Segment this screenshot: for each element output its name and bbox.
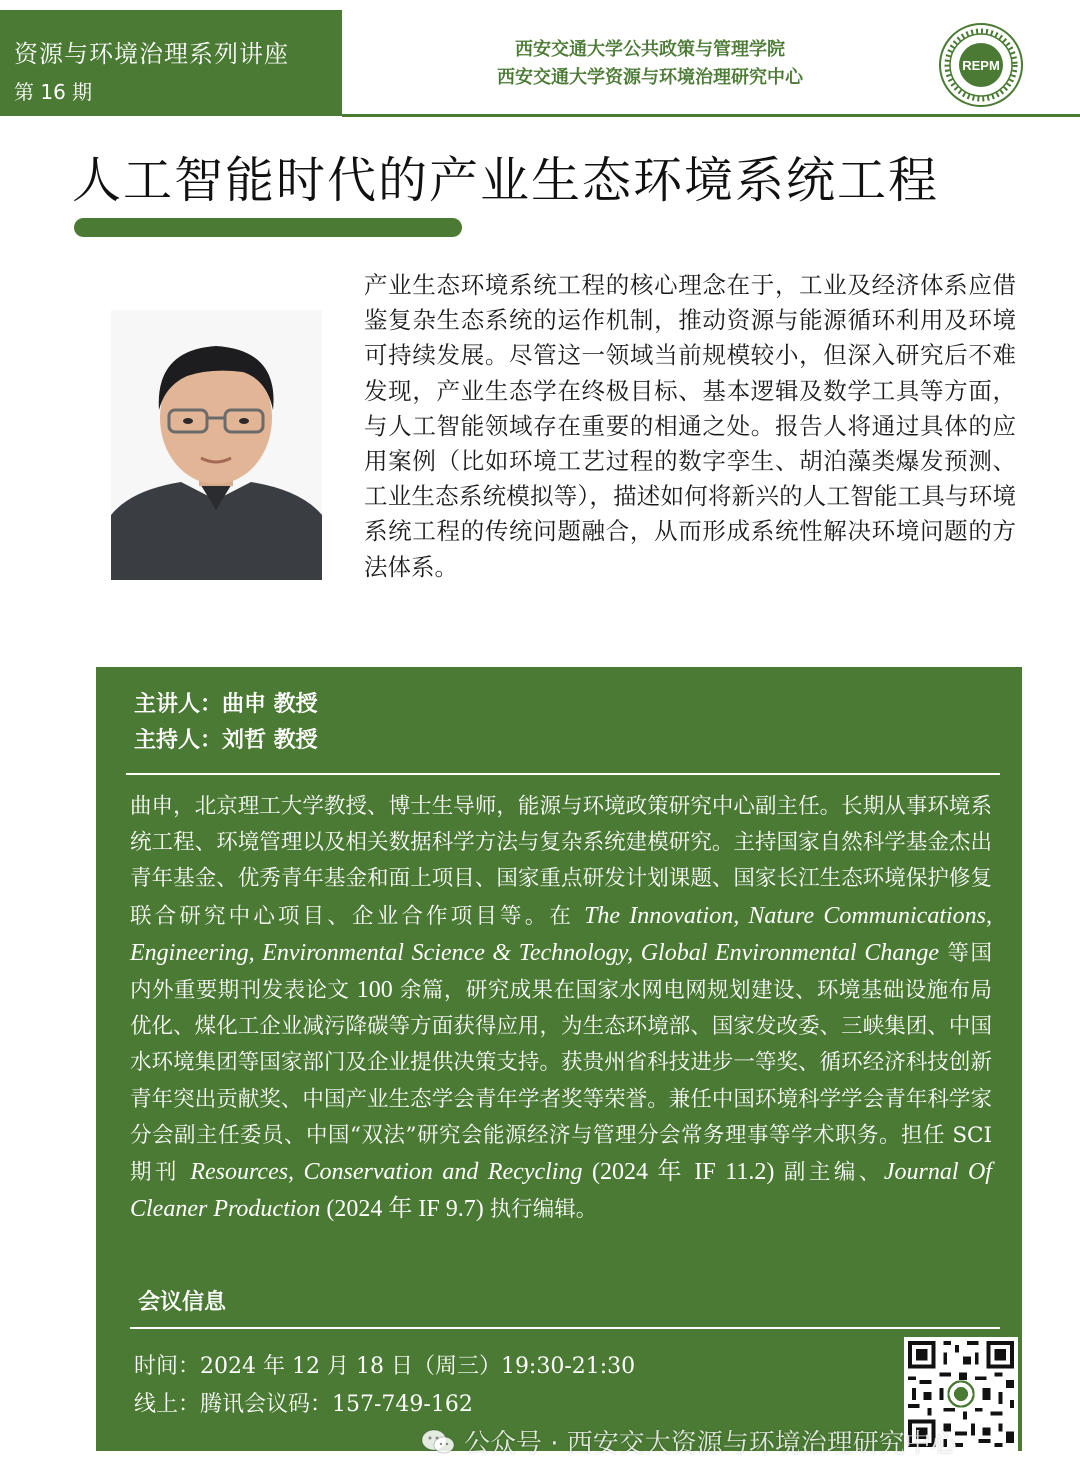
panel-divider [126, 773, 1000, 775]
title-underline [74, 218, 462, 237]
meeting-heading: 会议信息 [138, 1290, 227, 1315]
speaker-list [134, 687, 318, 759]
host-name: 主持人：刘哲 教授 [134, 728, 318, 753]
bio-text: 副主编、 [783, 1160, 884, 1186]
wechat-watermark [420, 1423, 957, 1460]
organizer-school: 西安交通大学公共政策与管理学院 [515, 39, 785, 60]
bio-text: 曲申，北京理工大学教授、博士生导师，能源与环境政策研究中心副主任。长期从事环境系统工程、环境管理以及相关数据科学方法与复杂系统建模研究。主持国家自然科学基金杰出青年基金、优秀青年基金和面上项目、国家重点研发计划课题、国家长江生态环境保护修复联合研究中心项目、企业合作项目等。在 [130, 794, 992, 929]
series-banner [0, 10, 342, 116]
bio-text: 等国内外重要期刊发表论文 [130, 940, 992, 1004]
watermark-text: 公众号 · 西安交大资源与环境治理研究中心 [464, 1429, 957, 1459]
organizer-center: 西安交通大学资源与环境治理研究中心 [497, 67, 803, 88]
speaker-photo [111, 310, 322, 580]
issue-number: 第 16 期 [14, 80, 93, 104]
meeting-time: 时间：2024 年 12 月 18 日（周三）19:30-21:30 [134, 1354, 636, 1379]
speaker-bio [130, 789, 992, 1228]
logo-text: REPM [962, 58, 1000, 73]
series-title: 资源与环境治理系列讲座 [14, 40, 289, 68]
repm-logo [938, 22, 1024, 108]
meeting-divider [130, 1327, 1000, 1329]
lecture-abstract: 产业生态环境系统工程的核心理念在于，工业及经济体系应借鉴复杂生态系统的运作机制，推动资源与能源循环利用及环境可持续发展。尽管这一领域当前规模较小，但深入研究后不难发现，产业生态学在终极目标、基本逻辑及数学工具等方面，与人工智能领域存在重要的相通之处。报告人将通过具体的应用案例（比如环境工艺过程的数字孪生、胡泊藻类爆发预测、工业生态系统模拟等），描述如何将新兴的人工智能工具与环境系统工程的传统问题融合，从而形成系统性解决环境问题的方法体系。 [364, 271, 1016, 581]
bio-text: 余篇，研究成果在国家水网电网规划建设、环境基础设施布局优化、煤化工企业减污降碳等方面获得应用，为生态环境部、国家发改委、三峡集团、中国水环境集团等国家部门及企业提供决策支持。获贵州省科技进步一等奖、循环经济科技创新青年突出贡献奖、中国产业生态学会青年学者奖等荣誉。兼任中国环境科学学会青年科学家分会副主任委员、中国“双法”研究会能源经济与管理分会常务理事等学术职务。担任 SCI 期刊 [130, 978, 992, 1186]
lecture-title: 人工智能时代的产业生态环境系统工程 [72, 152, 940, 209]
speaker-info-panel [96, 667, 1022, 1451]
impact-factor: (2024 年 IF 9.7) [320, 1196, 490, 1223]
speaker-name: 主讲人：曲申 教授 [134, 692, 318, 717]
header-divider [342, 114, 1080, 117]
wechat-icon [420, 1428, 456, 1456]
bio-journals: The Innovation, Nature Communications, Engineering, Environmental Science & Technology, Global Environmental Change [130, 902, 992, 966]
impact-factor: (2024 年 IF 11.2) [582, 1159, 784, 1186]
bio-journal: Resources, Conservation and Recycling [190, 1159, 583, 1186]
bio-text: 执行编辑。 [489, 1197, 598, 1223]
bio-journal: Journal Of Cleaner Production [130, 1159, 992, 1223]
paper-count: 100 [356, 977, 393, 1004]
meeting-online-code: 线上：腾讯会议码：157-749-162 [134, 1392, 473, 1417]
